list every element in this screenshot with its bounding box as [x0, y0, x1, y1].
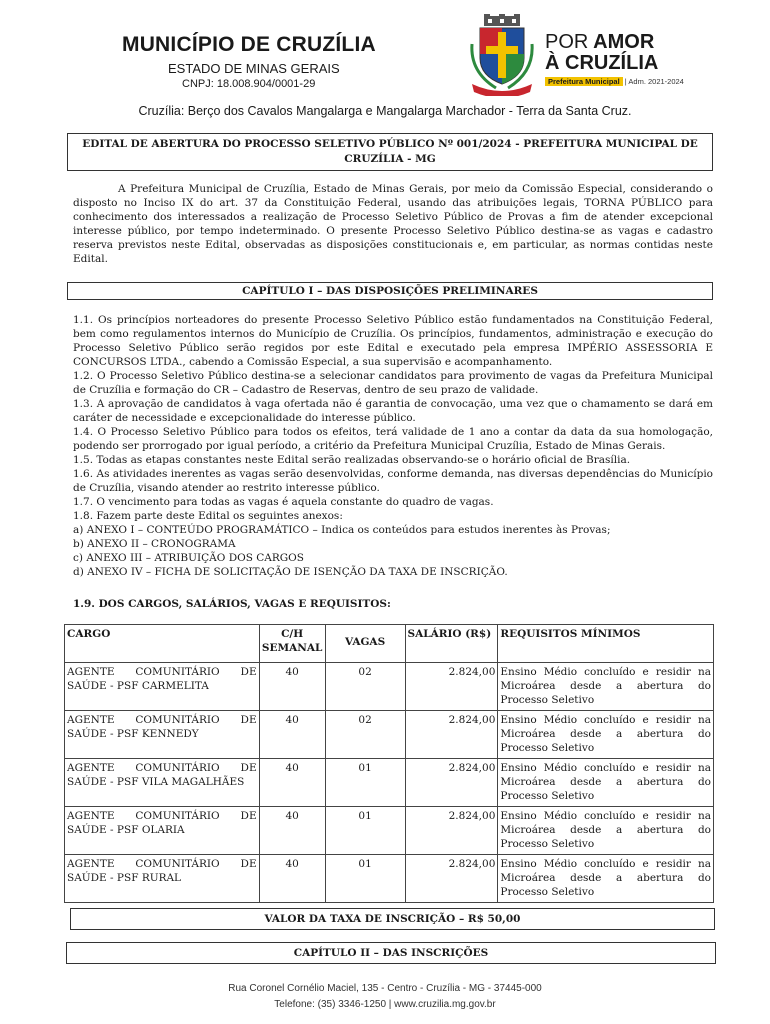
cell-requisitos: Ensino Médio concluído e residir na Microárea desde a abertura do Processo Seletivo: [498, 663, 714, 711]
item-1-5: 1.5. Todas as etapas constantes neste Edital serão realizadas observando-se o horário oficial de Brasília.: [73, 454, 631, 466]
item-1-7: 1.7. O vencimento para todas as vagas é aquela constante do quadro de vagas.: [73, 496, 494, 508]
cell-requisitos: Ensino Médio concluído e residir na Microárea desde a abertura do Processo Seletivo: [498, 759, 714, 807]
annex-b: b) ANEXO II – CRONOGRAMA: [73, 538, 236, 550]
page-footer: [0, 981, 770, 1013]
cell-vagas: 02: [325, 711, 405, 759]
cell-cargo: AGENTE COMUNITÁRIO DE SAÚDE - PSF RURAL: [65, 855, 260, 903]
cell-salario: 2.824,00: [405, 807, 498, 855]
intro-paragraph: A Prefeitura Municipal de Cruzília, Estado de Minas Gerais, por meio da Comissão Especial, considerando o disposto no Inciso IX do art. 37 da Constituição Federal, usando das atribuições legais, TORNA PÚBLICO para conhecimento dos interessados a realização de Processo Seletivo Público de Provas a fim de atender excepcional interesse público, por tempo indeterminado. O presente Processo Seletivo Público destina-se as vagas e cadastro reserva previstos neste Edital, observadas as disposições constitucionais e, em particular, as normas contidas neste Edital.: [73, 183, 713, 265]
positions-table: [64, 624, 714, 903]
cell-ch: 40: [259, 711, 325, 759]
item-1-8: 1.8. Fazem parte deste Edital os seguintes anexos:: [73, 510, 343, 522]
cell-requisitos: Ensino Médio concluído e residir na Microárea desde a abertura do Processo Seletivo: [498, 855, 714, 903]
cell-cargo: AGENTE COMUNITÁRIO DE SAÚDE - PSF VILA MAGALHÃES: [65, 759, 260, 807]
edital-title: EDITAL DE ABERTURA DO PROCESSO SELETIVO PÚBLICO Nº 001/2024 - PREFEITURA MUNICIPAL DE CRUZÍLIA - MG: [67, 133, 713, 171]
slogan-cruzilia: À CRUZÍLIA: [545, 52, 659, 74]
cell-cargo: AGENTE COMUNITÁRIO DE SAÚDE - PSF KENNEDY: [65, 711, 260, 759]
header-vagas: VAGAS: [325, 625, 405, 663]
cell-salario: 2.824,00: [405, 759, 498, 807]
item-1-1: 1.1. Os princípios norteadores do presente Processo Seletivo Público estão fundamentados na Constituição Federal, bem como regulamentos internos do Município de Cruzília. Os princípios, fundamentos, administração e execução do Processo Seletivo Público serão regidos por este Edital e executado pela empresa IMPÉRIO ASSESSORIA E CONCURSOS LTDA., cabendo a Comissão Especial, a sua supervisão e acompanhamento.: [73, 314, 713, 368]
section-1-9-heading: 1.9. DOS CARGOS, SALÁRIOS, VAGAS E REQUISITOS:: [73, 598, 391, 610]
cell-cargo: AGENTE COMUNITÁRIO DE SAÚDE - PSF CARMELITA: [65, 663, 260, 711]
cell-vagas: 01: [325, 759, 405, 807]
chapter-1-title: CAPÍTULO I – DAS DISPOSIÇÕES PRELIMINARES: [67, 282, 713, 300]
item-1-6: 1.6. As atividades inerentes as vagas serão desenvolvidas, conforme demanda, nas diversas dependências do Município de Cruzília, visando atender ao restrito interesse público.: [73, 468, 713, 494]
cnpj: CNPJ: 18.008.904/0001-29: [182, 78, 316, 90]
annex-c: c) ANEXO III – ATRIBUIÇÃO DOS CARGOS: [73, 552, 304, 564]
header-salario: SALÁRIO (R$): [405, 625, 498, 663]
item-1-3: 1.3. A aprovação de candidatos à vaga ofertada não é garantia de convocação, uma vez que o chamamento se dará em caráter de necessidade e excepcionalidade do interesse público.: [73, 398, 713, 424]
slogan-por: POR: [545, 31, 589, 53]
chapter-2-title: CAPÍTULO II – DAS INSCRIÇÕES: [66, 942, 716, 964]
slogan-admin: | Adm. 2021-2024: [624, 77, 684, 86]
table-row: [65, 711, 714, 759]
cell-ch: 40: [259, 663, 325, 711]
cell-vagas: 02: [325, 663, 405, 711]
registration-fee: VALOR DA TAXA DE INSCRIÇÃO – R$ 50,00: [70, 908, 715, 930]
cell-salario: 2.824,00: [405, 711, 498, 759]
letterhead: [0, 0, 770, 100]
cell-ch: 40: [259, 807, 325, 855]
slogan-amor: AMOR: [593, 31, 655, 53]
slogan-logo: [545, 32, 684, 86]
table-row: [65, 663, 714, 711]
cell-ch: 40: [259, 759, 325, 807]
cell-salario: 2.824,00: [405, 855, 498, 903]
item-1-2: 1.2. O Processo Seletivo Público destina-se a selecionar candidatos para provimento de vagas da Prefeitura Municipal de Cruzília e formação do CR – Cadastro de Reservas, dentro de seu prazo de validade.: [73, 370, 713, 396]
chapter-1-items: [73, 313, 713, 579]
header-cargo: CARGO: [65, 625, 260, 663]
footer-address: Rua Coronel Cornélio Maciel, 135 - Centro - Cruzília - MG - 37445-000: [228, 983, 542, 994]
cell-ch: 40: [259, 855, 325, 903]
table-row: [65, 759, 714, 807]
cell-vagas: 01: [325, 855, 405, 903]
annex-d: d) ANEXO IV – FICHA DE SOLICITAÇÃO DE ISENÇÃO DA TAXA DE INSCRIÇÃO.: [73, 566, 508, 578]
coat-of-arms-icon: [466, 14, 538, 96]
table-row: [65, 807, 714, 855]
cell-requisitos: Ensino Médio concluído e residir na Microárea desde a abertura do Processo Seletivo: [498, 711, 714, 759]
tagline: Cruzília: Berço dos Cavalos Mangalarga e Mangalarga Marchador - Terra da Santa Cruz.: [138, 104, 632, 118]
header-requisitos: REQUISITOS MÍNIMOS: [498, 625, 714, 663]
footer-contact: Telefone: (35) 3346-1250 | www.cruzilia.mg.gov.br: [274, 999, 496, 1010]
municipality-title: MUNICÍPIO DE CRUZÍLIA: [122, 33, 376, 56]
slogan-prefeitura: Prefeitura Municipal: [545, 77, 623, 86]
header-ch: C/H SEMANAL: [259, 625, 325, 663]
cell-requisitos: Ensino Médio concluído e residir na Microárea desde a abertura do Processo Seletivo: [498, 807, 714, 855]
cell-cargo: AGENTE COMUNITÁRIO DE SAÚDE - PSF OLARIA: [65, 807, 260, 855]
cell-salario: 2.824,00: [405, 663, 498, 711]
cell-vagas: 01: [325, 807, 405, 855]
table-row: [65, 855, 714, 903]
table-header-row: [65, 625, 714, 663]
state-name: ESTADO DE MINAS GERAIS: [168, 61, 340, 76]
annex-a: a) ANEXO I – CONTEÚDO PROGRAMÁTICO – Indica os conteúdos para estudos inerentes às Provas;: [73, 524, 611, 536]
item-1-4: 1.4. O Processo Seletivo Público para todos os efeitos, terá validade de 1 ano a contar da data da sua homologação, podendo ser prorrogado por igual período, a critério da Prefeitura Municipal Cruzília, Estado de Minas Gerais.: [73, 426, 713, 452]
